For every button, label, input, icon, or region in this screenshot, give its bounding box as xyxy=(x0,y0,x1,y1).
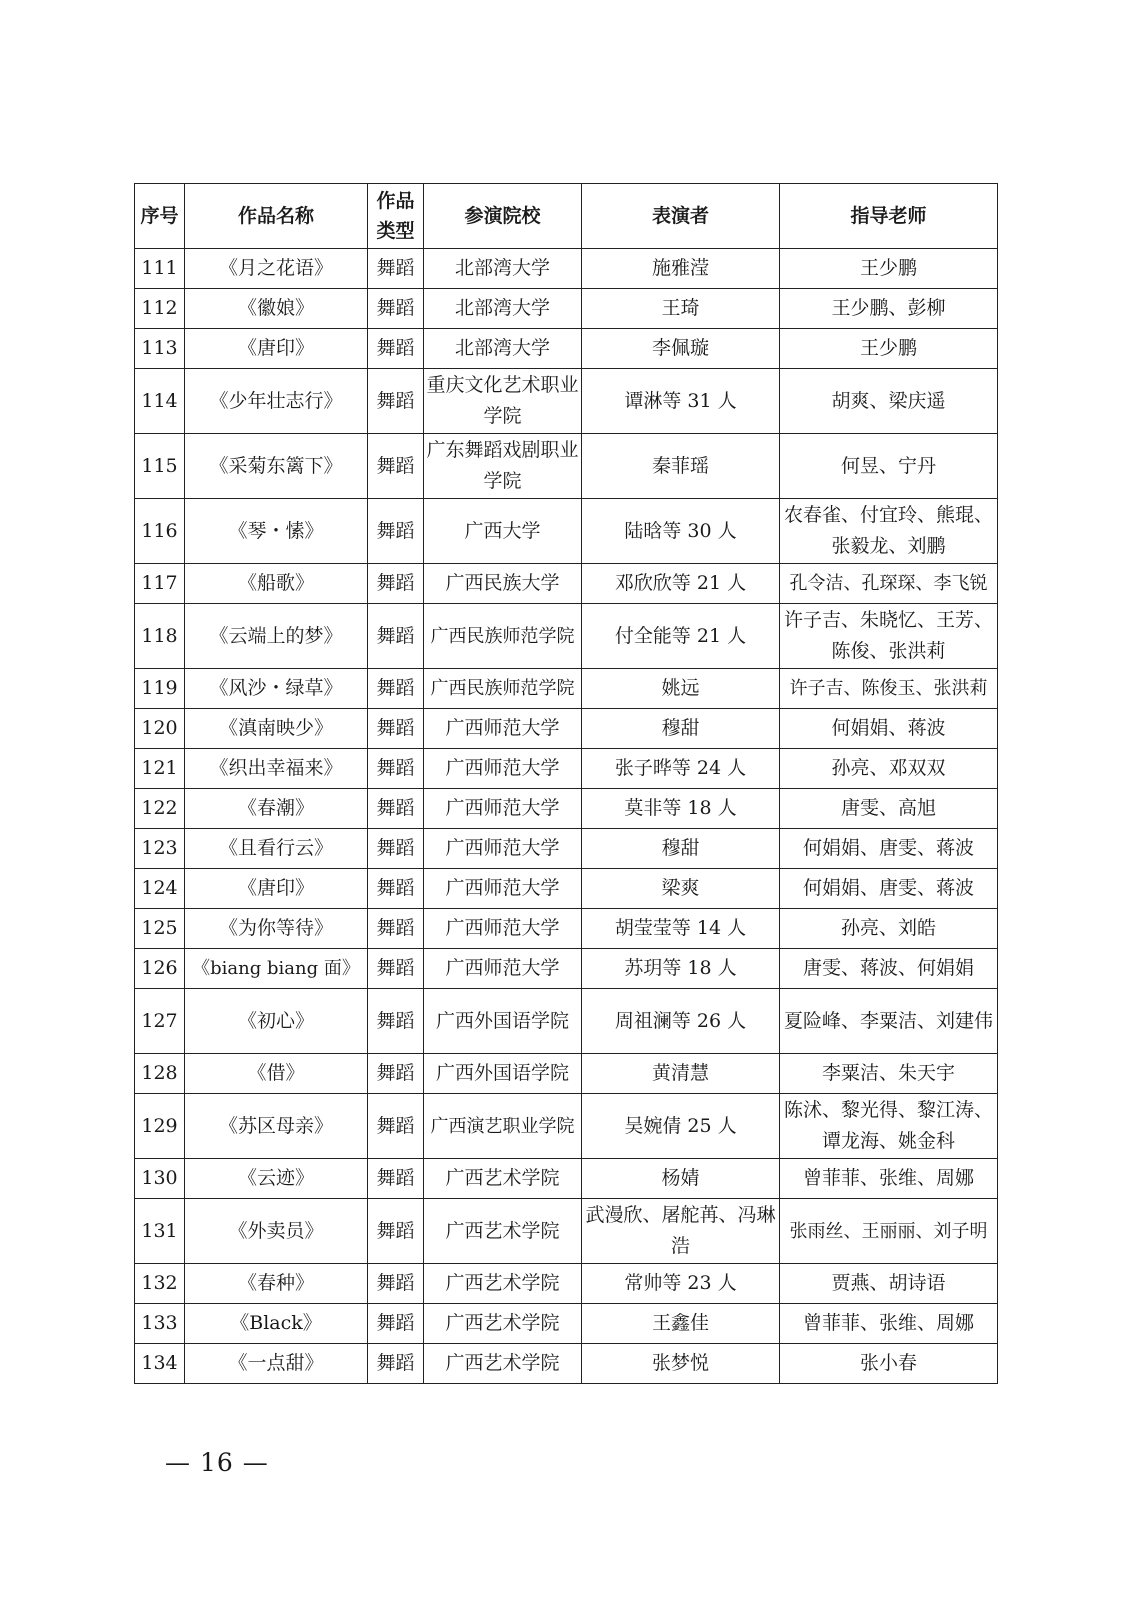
cell-no: 111 xyxy=(135,249,185,289)
cell-title: 《风沙・绿草》 xyxy=(185,669,368,709)
cell-type: 舞蹈 xyxy=(368,1264,424,1304)
cell-teacher: 曾菲菲、张维、周娜 xyxy=(780,1159,998,1199)
cell-performer: 莫非等 18 人 xyxy=(582,789,780,829)
table-row xyxy=(135,749,998,789)
cell-no: 129 xyxy=(135,1094,185,1159)
cell-teacher: 许子吉、朱晓忆、王芳、陈俊、张洪莉 xyxy=(780,604,998,669)
cell-school: 广西师范大学 xyxy=(424,749,582,789)
table-header-row xyxy=(135,184,998,249)
header-school: 参演院校 xyxy=(424,184,582,249)
cell-type: 舞蹈 xyxy=(368,909,424,949)
cell-title: 《徽娘》 xyxy=(185,289,368,329)
cell-title: 《少年壮志行》 xyxy=(185,369,368,434)
cell-school: 北部湾大学 xyxy=(424,249,582,289)
cell-type: 舞蹈 xyxy=(368,604,424,669)
cell-no: 128 xyxy=(135,1054,185,1094)
table-row xyxy=(135,669,998,709)
cell-school: 广西师范大学 xyxy=(424,909,582,949)
cell-performer: 王鑫佳 xyxy=(582,1304,780,1344)
table-row xyxy=(135,369,998,434)
cell-type: 舞蹈 xyxy=(368,709,424,749)
cell-no: 121 xyxy=(135,749,185,789)
table-row xyxy=(135,1304,998,1344)
cell-school: 北部湾大学 xyxy=(424,289,582,329)
table-row xyxy=(135,1264,998,1304)
cell-school: 广西师范大学 xyxy=(424,829,582,869)
table-row xyxy=(135,604,998,669)
cell-performer: 秦菲瑶 xyxy=(582,434,780,499)
cell-title: 《云迹》 xyxy=(185,1159,368,1199)
cell-no: 118 xyxy=(135,604,185,669)
cell-type: 舞蹈 xyxy=(368,564,424,604)
cell-performer: 穆甜 xyxy=(582,829,780,869)
cell-school: 广西师范大学 xyxy=(424,869,582,909)
cell-teacher: 何昱、宁丹 xyxy=(780,434,998,499)
cell-performer: 付全能等 21 人 xyxy=(582,604,780,669)
cell-title: 《云端上的梦》 xyxy=(185,604,368,669)
cell-performer: 张梦悦 xyxy=(582,1344,780,1384)
cell-type: 舞蹈 xyxy=(368,1304,424,1344)
cell-title: 《采菊东篱下》 xyxy=(185,434,368,499)
cell-no: 119 xyxy=(135,669,185,709)
table-row xyxy=(135,1159,998,1199)
cell-teacher: 夏险峰、李粟洁、刘建伟 xyxy=(780,989,998,1054)
cell-no: 116 xyxy=(135,499,185,564)
cell-school: 广东舞蹈戏剧职业学院 xyxy=(424,434,582,499)
cell-title: 《春种》 xyxy=(185,1264,368,1304)
cell-no: 125 xyxy=(135,909,185,949)
cell-performer: 苏玥等 18 人 xyxy=(582,949,780,989)
cell-title: 《biang biang 面》 xyxy=(185,949,368,989)
cell-teacher: 何娟娟、唐雯、蒋波 xyxy=(780,829,998,869)
cell-title: 《外卖员》 xyxy=(185,1199,368,1264)
cell-performer: 常帅等 23 人 xyxy=(582,1264,780,1304)
table-row xyxy=(135,329,998,369)
cell-teacher: 曾菲菲、张维、周娜 xyxy=(780,1304,998,1344)
cell-type: 舞蹈 xyxy=(368,749,424,789)
cell-no: 132 xyxy=(135,1264,185,1304)
cell-teacher: 张小春 xyxy=(780,1344,998,1384)
cell-school: 广西艺术学院 xyxy=(424,1264,582,1304)
table-row xyxy=(135,564,998,604)
table-row xyxy=(135,499,998,564)
cell-type: 舞蹈 xyxy=(368,1094,424,1159)
cell-type: 舞蹈 xyxy=(368,1054,424,1094)
cell-teacher: 王少鹏 xyxy=(780,249,998,289)
cell-school: 广西大学 xyxy=(424,499,582,564)
cell-teacher: 王少鹏 xyxy=(780,329,998,369)
table-row xyxy=(135,869,998,909)
cell-school: 广西艺术学院 xyxy=(424,1199,582,1264)
header-performer: 表演者 xyxy=(582,184,780,249)
cell-school: 广西外国语学院 xyxy=(424,1054,582,1094)
performance-roster-table xyxy=(134,183,998,1384)
cell-teacher: 何娟娟、唐雯、蒋波 xyxy=(780,869,998,909)
cell-type: 舞蹈 xyxy=(368,499,424,564)
table-row xyxy=(135,1054,998,1094)
cell-title: 《织出幸福来》 xyxy=(185,749,368,789)
cell-performer: 穆甜 xyxy=(582,709,780,749)
cell-title: 《初心》 xyxy=(185,989,368,1054)
cell-performer: 杨婧 xyxy=(582,1159,780,1199)
cell-title: 《唐印》 xyxy=(185,329,368,369)
cell-type: 舞蹈 xyxy=(368,669,424,709)
cell-type: 舞蹈 xyxy=(368,1344,424,1384)
cell-title: 《为你等待》 xyxy=(185,909,368,949)
table-row xyxy=(135,709,998,749)
cell-no: 127 xyxy=(135,989,185,1054)
cell-type: 舞蹈 xyxy=(368,989,424,1054)
table-row xyxy=(135,1344,998,1384)
cell-no: 114 xyxy=(135,369,185,434)
cell-performer: 李佩璇 xyxy=(582,329,780,369)
cell-teacher: 孔令洁、孔琛琛、李飞锐 xyxy=(780,564,998,604)
cell-performer: 邓欣欣等 21 人 xyxy=(582,564,780,604)
cell-type: 舞蹈 xyxy=(368,869,424,909)
cell-no: 131 xyxy=(135,1199,185,1264)
cell-performer: 胡莹莹等 14 人 xyxy=(582,909,780,949)
cell-teacher: 张雨丝、王丽丽、刘子明 xyxy=(780,1199,998,1264)
header-type: 作品类型 xyxy=(368,184,424,249)
cell-no: 130 xyxy=(135,1159,185,1199)
cell-school: 广西艺术学院 xyxy=(424,1159,582,1199)
cell-type: 舞蹈 xyxy=(368,949,424,989)
cell-teacher: 胡爽、梁庆遥 xyxy=(780,369,998,434)
cell-performer: 黄清慧 xyxy=(582,1054,780,1094)
cell-type: 舞蹈 xyxy=(368,1159,424,1199)
table-row xyxy=(135,949,998,989)
cell-teacher: 许子吉、陈俊玉、张洪莉 xyxy=(780,669,998,709)
cell-title: 《月之花语》 xyxy=(185,249,368,289)
header-teacher: 指导老师 xyxy=(780,184,998,249)
cell-teacher: 陈沭、黎光得、黎江涛、谭龙海、姚金科 xyxy=(780,1094,998,1159)
cell-performer: 梁爽 xyxy=(582,869,780,909)
cell-performer: 谭淋等 31 人 xyxy=(582,369,780,434)
table-row xyxy=(135,989,998,1054)
cell-school: 重庆文化艺术职业学院 xyxy=(424,369,582,434)
cell-performer: 施雅滢 xyxy=(582,249,780,289)
table-row xyxy=(135,249,998,289)
cell-performer: 周祖澜等 26 人 xyxy=(582,989,780,1054)
table-row xyxy=(135,909,998,949)
header-title: 作品名称 xyxy=(185,184,368,249)
table-row xyxy=(135,789,998,829)
header-no: 序号 xyxy=(135,184,185,249)
cell-performer: 王琦 xyxy=(582,289,780,329)
cell-type: 舞蹈 xyxy=(368,369,424,434)
cell-teacher: 李粟洁、朱天宇 xyxy=(780,1054,998,1094)
table-row xyxy=(135,1094,998,1159)
cell-school: 广西师范大学 xyxy=(424,709,582,749)
table-row xyxy=(135,289,998,329)
cell-title: 《一点甜》 xyxy=(185,1344,368,1384)
cell-teacher: 贾燕、胡诗语 xyxy=(780,1264,998,1304)
cell-school: 北部湾大学 xyxy=(424,329,582,369)
cell-no: 112 xyxy=(135,289,185,329)
cell-no: 123 xyxy=(135,829,185,869)
cell-no: 124 xyxy=(135,869,185,909)
cell-performer: 吴婉倩 25 人 xyxy=(582,1094,780,1159)
cell-school: 广西民族大学 xyxy=(424,564,582,604)
cell-school: 广西艺术学院 xyxy=(424,1344,582,1384)
cell-no: 122 xyxy=(135,789,185,829)
cell-no: 126 xyxy=(135,949,185,989)
cell-no: 134 xyxy=(135,1344,185,1384)
cell-type: 舞蹈 xyxy=(368,434,424,499)
cell-teacher: 唐雯、高旭 xyxy=(780,789,998,829)
cell-type: 舞蹈 xyxy=(368,1199,424,1264)
cell-performer: 姚远 xyxy=(582,669,780,709)
cell-title: 《船歌》 xyxy=(185,564,368,604)
cell-school: 广西师范大学 xyxy=(424,789,582,829)
table-row xyxy=(135,1199,998,1264)
cell-teacher: 王少鹏、彭柳 xyxy=(780,289,998,329)
cell-type: 舞蹈 xyxy=(368,289,424,329)
page-number: — 16 — xyxy=(165,1448,269,1477)
cell-teacher: 何娟娟、蒋波 xyxy=(780,709,998,749)
cell-no: 120 xyxy=(135,709,185,749)
table-body xyxy=(135,249,998,1384)
cell-teacher: 农春雀、付宜玲、熊琨、张毅龙、刘鹏 xyxy=(780,499,998,564)
cell-school: 广西师范大学 xyxy=(424,949,582,989)
cell-type: 舞蹈 xyxy=(368,249,424,289)
cell-title: 《滇南映少》 xyxy=(185,709,368,749)
cell-title: 《且看行云》 xyxy=(185,829,368,869)
table-row xyxy=(135,829,998,869)
cell-no: 133 xyxy=(135,1304,185,1344)
cell-title: 《Black》 xyxy=(185,1304,368,1344)
cell-no: 115 xyxy=(135,434,185,499)
cell-school: 广西民族师范学院 xyxy=(424,604,582,669)
cell-title: 《春潮》 xyxy=(185,789,368,829)
cell-type: 舞蹈 xyxy=(368,329,424,369)
cell-school: 广西艺术学院 xyxy=(424,1304,582,1344)
cell-teacher: 孙亮、邓双双 xyxy=(780,749,998,789)
cell-performer: 陆晗等 30 人 xyxy=(582,499,780,564)
cell-type: 舞蹈 xyxy=(368,789,424,829)
cell-school: 广西民族师范学院 xyxy=(424,669,582,709)
table-row xyxy=(135,434,998,499)
cell-school: 广西演艺职业学院 xyxy=(424,1094,582,1159)
cell-title: 《琴・愫》 xyxy=(185,499,368,564)
cell-school: 广西外国语学院 xyxy=(424,989,582,1054)
cell-title: 《苏区母亲》 xyxy=(185,1094,368,1159)
cell-performer: 武漫欣、屠舵苒、冯琳浩 xyxy=(582,1199,780,1264)
cell-title: 《唐印》 xyxy=(185,869,368,909)
cell-teacher: 唐雯、蒋波、何娟娟 xyxy=(780,949,998,989)
cell-title: 《借》 xyxy=(185,1054,368,1094)
cell-performer: 张子晔等 24 人 xyxy=(582,749,780,789)
cell-no: 113 xyxy=(135,329,185,369)
cell-no: 117 xyxy=(135,564,185,604)
cell-type: 舞蹈 xyxy=(368,829,424,869)
cell-teacher: 孙亮、刘皓 xyxy=(780,909,998,949)
